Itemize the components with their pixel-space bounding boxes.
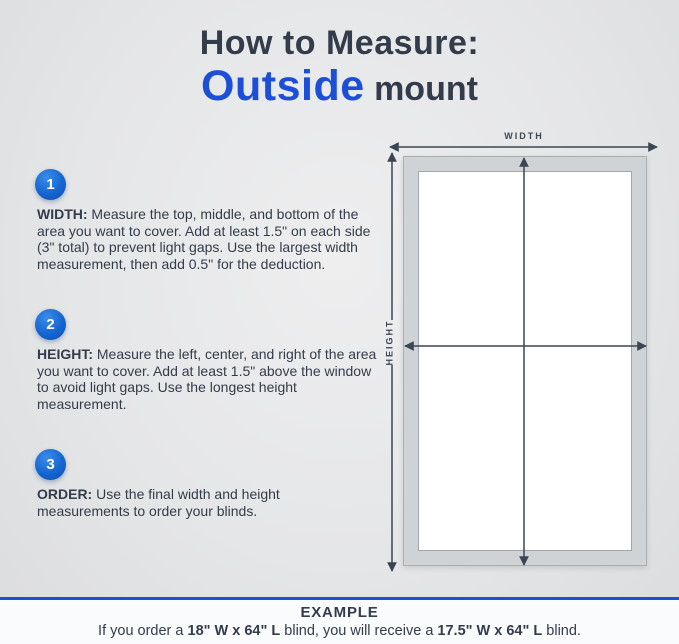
step-1-number: 1 [46, 176, 55, 193]
step-2-number: 2 [46, 316, 55, 333]
page-title: How to Measure: [199, 24, 480, 62]
page-subtitle [0, 62, 679, 111]
example-heading: EXAMPLE [300, 604, 379, 621]
width-dimension-label: WIDTH [504, 131, 544, 141]
step-3-number: 3 [46, 456, 55, 473]
step-2-text [37, 346, 382, 412]
step-1-body: Measure the top, middle, and bottom of the area you want to cover. Add at least 1.5" on each side (3" total) to prevent light gaps. Use the largest width measurement, then add 0.5" for the deduction. [37, 206, 371, 272]
step-2-label: HEIGHT: [37, 346, 93, 362]
step-3-text [37, 486, 357, 519]
step-2-badge [35, 309, 66, 340]
step-1-badge [35, 169, 66, 200]
measurement-arrows [378, 136, 668, 582]
example-footer [0, 597, 679, 644]
step-3-badge [35, 449, 66, 480]
height-dimension-label: HEIGHT [384, 319, 394, 366]
step-3-label: ORDER: [37, 486, 93, 502]
step-1-label: WIDTH: [37, 206, 88, 222]
mount-suffix-text: mount [364, 70, 478, 108]
step-1-text [37, 206, 375, 272]
step-2-body: Measure the left, center, and right of the area you want to cover. Add at least 1.5" above the window to avoid light gaps. Use the longest height measurement. [37, 346, 377, 412]
mount-type-text: Outside [201, 62, 365, 110]
example-text: If you order a 18" W x 64" L blind, you will receive a 17.5" W x 64" L blind. [98, 623, 581, 639]
step-3-body: Use the final width and height measurements to order your blinds. [37, 486, 280, 519]
